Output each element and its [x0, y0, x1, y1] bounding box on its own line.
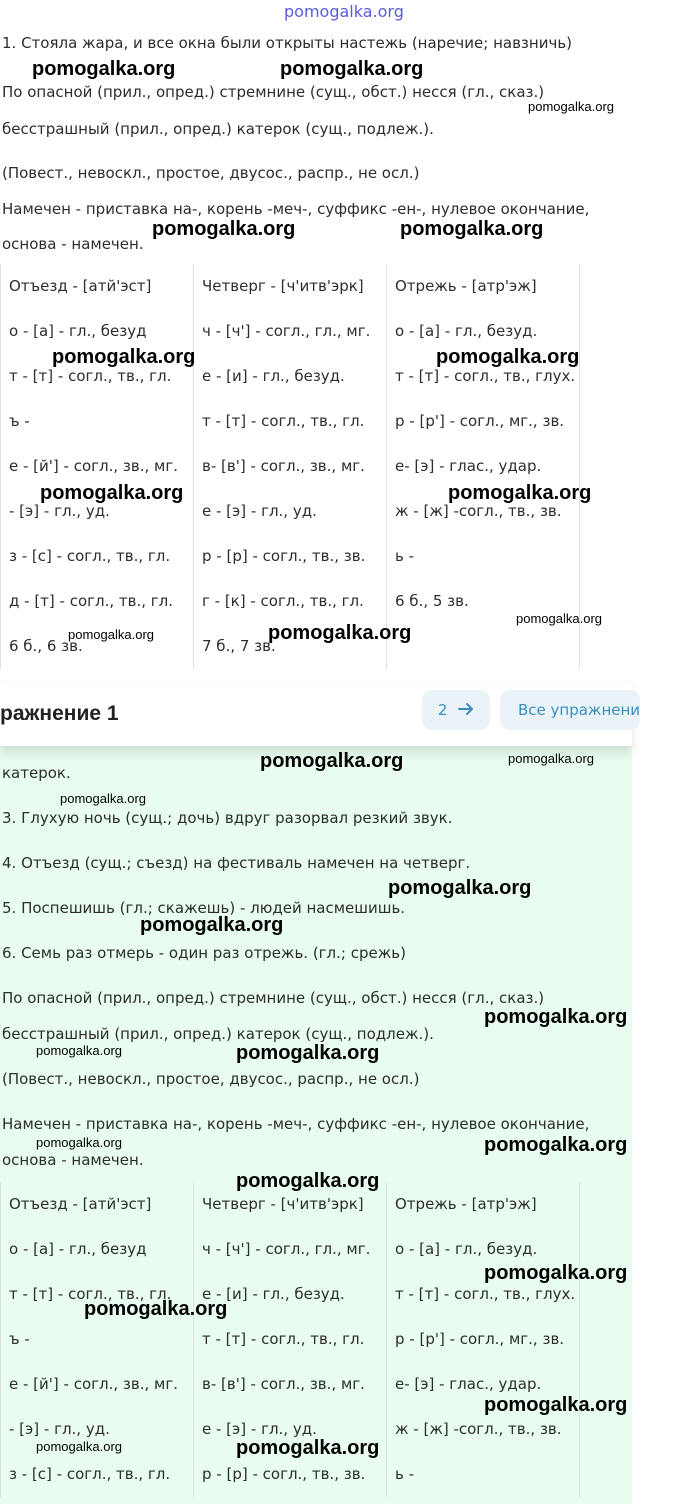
table-cell: о - [а] - гл., безуд — [9, 1240, 147, 1258]
watermark: pomogalka.org — [448, 482, 592, 504]
exercise-line-5: Намечен - приставка на-, корень -меч-, суффикс -ен-, нулевое окончание, — [2, 200, 590, 218]
table-column-chetverg — [194, 264, 387, 669]
table-cell: е - [и] - гл., безуд. — [202, 367, 345, 385]
watermark: pomogalka.org — [68, 627, 154, 642]
table-cell: ч - [ч'] - согл., гл., мг. — [202, 322, 371, 340]
table-cell: з - [с] - согл., тв., гл. — [9, 1465, 171, 1483]
table-cell: Четверг - [ч'итв'эрк] — [202, 277, 364, 295]
watermark: pomogalka.org — [52, 346, 196, 368]
table-cell: в- [в'] - согл., зв., мг. — [202, 457, 365, 475]
table-cell: Отъезд - [атй'эст] — [9, 1195, 152, 1213]
table-column-otrezh — [387, 1182, 580, 1497]
table-cell: д - [т] - согл., тв., гл. — [9, 592, 174, 610]
exercise-line: 3. Глухую ночь (сущ.; дочь) вдруг разорвал резкий звук. — [2, 809, 453, 827]
table-cell: е - [й'] - согл., зв., мг. — [9, 457, 178, 475]
exercise-line-2: По опасной (прил., опред.) стремнине (сущ., обст.) несся (гл., сказ.) — [2, 83, 545, 101]
watermark: pomogalka.org — [484, 1134, 628, 1156]
watermark: pomogalka.org — [484, 1006, 628, 1028]
table-cell: р - [р'] - согл., мг., зв. — [395, 412, 565, 430]
watermark: pomogalka.org — [260, 750, 404, 772]
phonetic-table — [0, 264, 580, 669]
table-cell: ь - — [395, 547, 415, 565]
watermark: pomogalka.org — [40, 482, 184, 504]
table-cell: т - [т] - согл., тв., глух. — [395, 367, 576, 385]
watermark: pomogalka.org — [280, 58, 424, 80]
table-cell: е- [э] - глас., удар. — [395, 1375, 542, 1393]
table-cell: е- [э] - глас., удар. — [395, 457, 542, 475]
exercise-line: 4. Отъезд (сущ.; съезд) на фестиваль намечен на четверг. — [2, 854, 471, 872]
table-cell: е - [и] - гл., безуд. — [202, 1285, 345, 1303]
watermark: pomogalka.org — [60, 791, 146, 806]
watermark: pomogalka.org — [236, 1042, 380, 1064]
table-cell: ъ - — [9, 1330, 30, 1348]
watermark: pomogalka.org — [236, 1170, 380, 1192]
watermark: pomogalka.org — [528, 99, 614, 114]
table-cell: т - [т] - согл., тв., гл. — [9, 1285, 172, 1303]
table-cell: Отрежь - [атр'эж] — [395, 1195, 537, 1213]
watermark: pomogalka.org — [140, 914, 284, 936]
exercise-line-4: (Повест., невоскл., простое, двусос., распр., не осл.) — [2, 164, 420, 182]
table-cell: о - [а] - гл., безуд — [9, 322, 147, 340]
exercise-line: катерок. — [2, 764, 71, 782]
exercise-line: бесстрашный (прил., опред.) катерок (сущ., подлеж.). — [2, 1025, 434, 1043]
table-cell: Отрежь - [атр'эж] — [395, 277, 537, 295]
table-cell: е - [э] - гл., уд. — [202, 1420, 317, 1438]
table-cell: е - [й'] - согл., зв., мг. — [9, 1375, 178, 1393]
table-cell: Четверг - [ч'итв'эрк] — [202, 1195, 364, 1213]
exercise-line-6: основа - намечен. — [2, 235, 144, 253]
watermark: pomogalka.org — [484, 1394, 628, 1416]
table-cell: ж - [ж] -согл., тв., зв. — [395, 502, 562, 520]
table-cell: г - [к] - согл., тв., гл. — [202, 592, 364, 610]
table-column-otrezh — [387, 264, 580, 669]
watermark: pomogalka.org — [516, 611, 602, 626]
table-cell: т - [т] - согл., тв., гл. — [202, 1330, 365, 1348]
watermark: pomogalka.org — [36, 1043, 122, 1058]
watermark: pomogalka.org — [400, 218, 544, 240]
all-exercises-button[interactable]: Все упражнени — [500, 690, 640, 730]
exercise-line: По опасной (прил., опред.) стремнине (сущ., обст.) несся (гл., сказ.) — [2, 989, 545, 1007]
table-cell: р - [р] - согл., тв., зв. — [202, 547, 366, 565]
table-cell: 6 б., 5 зв. — [395, 592, 469, 610]
exercise-line: (Повест., невоскл., простое, двусос., распр., не осл.) — [2, 1070, 420, 1088]
next-exercise-label: 2 — [437, 701, 448, 719]
exercise-line: основа - намечен. — [2, 1151, 144, 1169]
table-cell: - [э] - гл., уд. — [9, 1420, 110, 1438]
exercise-nav-bar — [0, 684, 640, 746]
table-column-otezd — [1, 264, 194, 669]
watermark: pomogalka.org — [152, 218, 296, 240]
table-cell — [387, 624, 579, 669]
watermark: pomogalka.org — [508, 751, 594, 766]
table-cell: т - [т] - согл., тв., гл. — [202, 412, 365, 430]
table-cell: 7 б., 7 зв. — [202, 637, 276, 655]
watermark: pomogalka.org — [36, 1135, 122, 1150]
watermark: pomogalka.org — [388, 877, 532, 899]
table-cell: в- [в'] - согл., зв., мг. — [202, 1375, 365, 1393]
table-cell: р - [р] - согл., тв., зв. — [202, 1465, 366, 1483]
watermark: pomogalka.org — [484, 1262, 628, 1284]
table-cell: о - [а] - гл., безуд. — [395, 322, 538, 340]
table-cell: ж - [ж] -согл., тв., зв. — [395, 1420, 562, 1438]
table-cell: ъ - — [9, 412, 30, 430]
arrow-right-icon — [458, 702, 474, 716]
watermark: pomogalka.org — [268, 622, 412, 644]
watermark: pomogalka.org — [436, 346, 580, 368]
exercise-line-1: 1. Стояла жара, и все окна были открыты настежь (наречие; навзничь) — [2, 34, 573, 52]
next-exercise-button[interactable] — [422, 690, 490, 730]
table-cell: р - [р'] - согл., мг., зв. — [395, 1330, 565, 1348]
exercise-line: 6. Семь раз отмерь - один раз отрежь. (гл.; срежь) — [2, 944, 406, 962]
table-cell: - [э] - гл., уд. — [9, 502, 110, 520]
exercise-line: Намечен - приставка на-, корень -меч-, суффикс -ен-, нулевое окончание, — [2, 1115, 590, 1133]
table-cell: ь - — [395, 1465, 415, 1483]
table-cell: Отъезд - [атй'эст] — [9, 277, 152, 295]
exercise-title: ражнение 1 — [0, 702, 119, 725]
table-cell: 6 б., 6 зв. — [9, 637, 83, 655]
table-cell: з - [с] - согл., тв., гл. — [9, 547, 171, 565]
table-cell: т - [т] - согл., тв., глух. — [395, 1285, 576, 1303]
watermark: pomogalka.org — [36, 1439, 122, 1454]
table-cell: т - [т] - согл., тв., гл. — [9, 367, 172, 385]
table-cell: о - [а] - гл., безуд. — [395, 1240, 538, 1258]
exercise-line-3: бесстрашный (прил., опред.) катерок (сущ., подлеж.). — [2, 120, 434, 138]
table-cell: ч - [ч'] - согл., гл., мг. — [202, 1240, 371, 1258]
watermark: pomogalka.org — [236, 1437, 380, 1459]
watermark: pomogalka.org — [84, 1298, 228, 1320]
watermark: pomogalka.org — [32, 58, 176, 80]
site-watermark-top: pomogalka.org — [284, 2, 404, 21]
exercise-line: 5. Поспешишь (гл.; скажешь) - людей насмешишь. — [2, 899, 406, 917]
table-cell: е - [э] - гл., уд. — [202, 502, 317, 520]
